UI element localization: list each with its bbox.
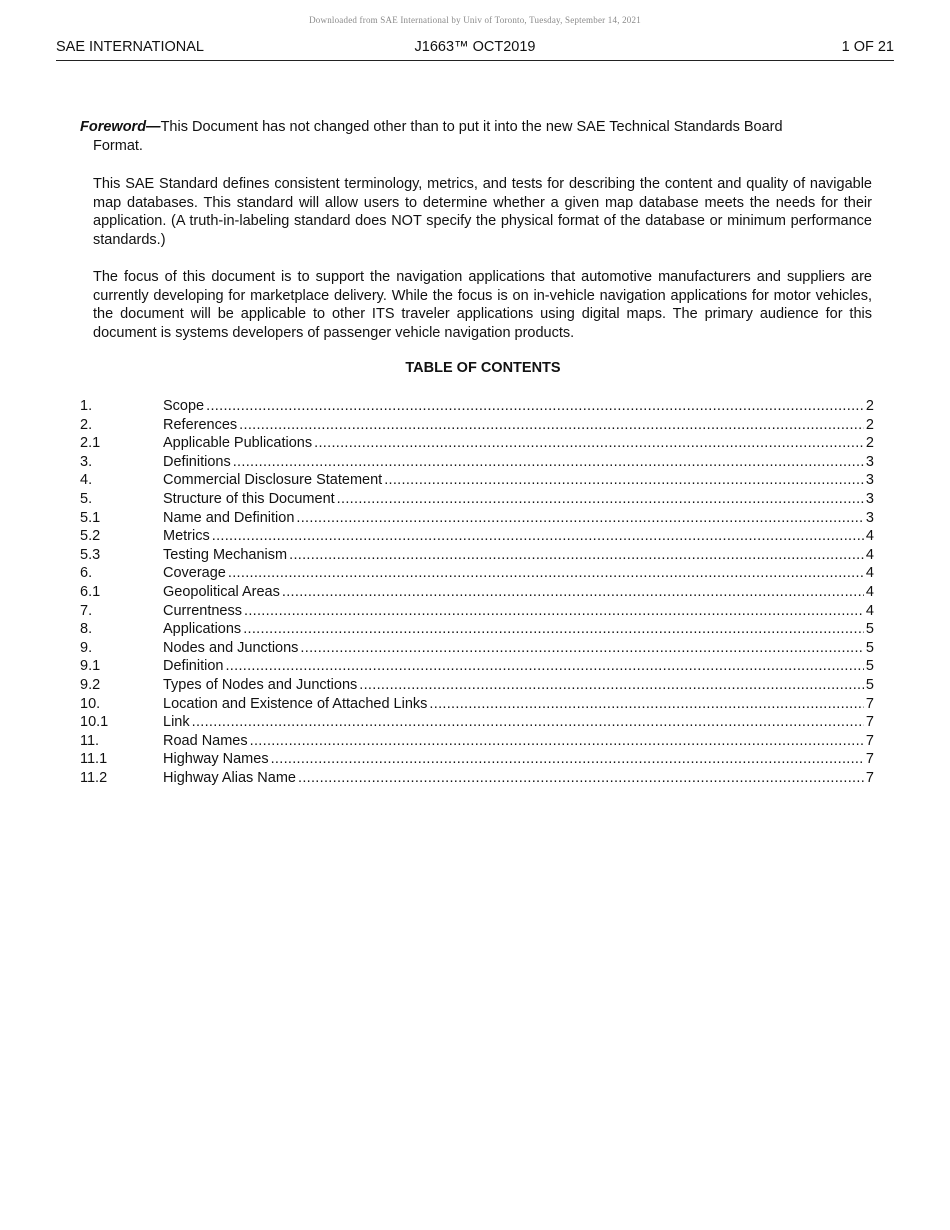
toc-entry[interactable]: [80, 750, 874, 769]
toc-entry-page: 3: [865, 453, 874, 470]
toc-entry-title: Types of Nodes and Junctions: [163, 676, 358, 693]
toc-entry-number: 11.1: [80, 751, 108, 768]
toc-entry-number: 11.2: [80, 769, 108, 786]
toc-dot-leader: [300, 639, 864, 658]
toc-entry-page: 5: [865, 658, 874, 675]
toc-entry[interactable]: [80, 695, 874, 714]
toc-entry[interactable]: [80, 453, 874, 472]
toc-entry-page: 4: [865, 583, 874, 600]
toc-entry-number: 6.: [80, 565, 93, 582]
toc-dot-leader: [314, 434, 864, 453]
toc-entry-title: Highway Alias Name: [163, 769, 296, 786]
toc-entry[interactable]: [80, 583, 874, 602]
toc-dot-leader: [212, 527, 864, 546]
toc-entry-page: 7: [865, 695, 874, 712]
foreword-line-1: This Document has not changed other than to put it into the new SAE Technical Standards Board: [160, 119, 783, 135]
toc-entry-page: 5: [865, 639, 874, 656]
toc-entry-page: 7: [865, 732, 874, 749]
toc-entry-number: 7.: [80, 602, 93, 619]
toc-entry-page: 2: [865, 398, 874, 414]
toc-dot-leader: [239, 416, 864, 435]
focus-paragraph: The focus of this document is to support the navigation applications that automotive manufacturers and suppliers are currently developing for marketplace delivery. While the focus is on in-vehicle navigation applications for motor vehicles, the document will be applicable to other ITS traveler applications using digital maps. The primary audience for this document is systems developers of passenger vehicle navigation products.: [93, 269, 872, 341]
toc-dot-leader: [206, 397, 864, 416]
toc-entry-page: 5: [865, 676, 874, 693]
toc-entry-page: 4: [865, 565, 874, 582]
toc-entry[interactable]: [80, 416, 874, 435]
toc-entry-title: References: [163, 416, 238, 433]
toc-dot-leader: [289, 546, 864, 565]
toc-entry-number: 3.: [80, 453, 93, 470]
toc-entry-page: 2: [865, 435, 874, 452]
toc-dot-leader: [359, 676, 864, 695]
header-page-number: 1 OF 21: [841, 39, 894, 55]
toc-entry-number: 2.: [80, 416, 93, 433]
toc-entry-page: 4: [865, 602, 874, 619]
toc-entry[interactable]: [80, 509, 874, 528]
toc-entry-title: Geopolitical Areas: [163, 583, 280, 600]
toc-entry[interactable]: [80, 546, 874, 565]
toc-entry-number: 6.1: [80, 583, 101, 600]
toc-entry-number: 8.: [80, 621, 93, 638]
toc-entry[interactable]: [80, 676, 874, 695]
toc-entry-number: 5.2: [80, 528, 101, 545]
toc-dot-leader: [225, 657, 863, 676]
header-organization: SAE INTERNATIONAL: [56, 39, 204, 55]
toc-heading: TABLE OF CONTENTS: [405, 360, 561, 376]
page-header: [56, 38, 894, 61]
toc-entry-title: Name and Definition: [163, 509, 295, 526]
toc-entry-number: 10.: [80, 695, 101, 712]
toc-entry[interactable]: [80, 769, 874, 788]
toc-entry-title: Coverage: [163, 565, 226, 582]
toc-dot-leader: [429, 695, 864, 714]
toc-entry-number: 9.1: [80, 658, 101, 675]
toc-dot-leader: [384, 471, 864, 490]
toc-dot-leader: [271, 750, 864, 769]
foreword-line-2: Format.: [93, 137, 143, 154]
toc-entry-page: 3: [865, 509, 874, 526]
foreword-lead: Foreword—: [80, 119, 161, 135]
toc-entry-number: 4.: [80, 472, 93, 489]
toc-entry-title: Currentness: [163, 602, 242, 619]
toc-entry-number: 9.: [80, 639, 93, 656]
toc-entry-number: 10.1: [80, 714, 109, 731]
toc-dot-leader: [250, 732, 864, 751]
table-of-contents: [80, 397, 874, 787]
toc-dot-leader: [228, 564, 864, 583]
toc-dot-leader: [192, 713, 864, 732]
toc-entry[interactable]: [80, 471, 874, 490]
toc-entry[interactable]: [80, 490, 874, 509]
toc-entry-title: Location and Existence of Attached Links: [163, 695, 428, 712]
header-document-id: J1663™ OCT2019: [414, 39, 536, 55]
toc-entry-title: Commercial Disclosure Statement: [163, 472, 383, 489]
toc-entry-number: 11.: [80, 732, 100, 749]
toc-entry-page: 5: [865, 621, 874, 638]
toc-entry[interactable]: [80, 732, 874, 751]
toc-dot-leader: [233, 453, 864, 472]
toc-entry[interactable]: [80, 602, 874, 621]
toc-dot-leader: [244, 602, 864, 621]
toc-entry[interactable]: [80, 713, 874, 732]
download-watermark: Downloaded from SAE International by Univ of Toronto, Tuesday, September 14, 2021: [309, 15, 641, 25]
toc-dot-leader: [243, 620, 864, 639]
toc-dot-leader: [296, 509, 864, 528]
toc-entry-title: Nodes and Junctions: [163, 639, 299, 656]
toc-entry-page: 7: [865, 751, 874, 768]
toc-entry-page: 7: [865, 769, 874, 786]
toc-entry[interactable]: [80, 564, 874, 583]
toc-entry-title: Structure of this Document: [163, 490, 335, 507]
toc-entry[interactable]: [80, 620, 874, 639]
toc-entry-title: Applications: [163, 621, 242, 638]
toc-entry-title: Testing Mechanism: [163, 546, 288, 563]
toc-entry-title: Road Names: [163, 732, 248, 749]
toc-entry[interactable]: [80, 434, 874, 453]
toc-entry-page: 3: [865, 472, 874, 489]
toc-entry[interactable]: [80, 657, 874, 676]
toc-entry-number: 5.1: [80, 509, 101, 526]
toc-entry-page: 7: [865, 714, 874, 731]
toc-entry-page: 4: [865, 546, 874, 563]
toc-entry-page: 2: [865, 416, 874, 433]
toc-entry[interactable]: [80, 527, 874, 546]
toc-dot-leader: [298, 769, 864, 788]
toc-dot-leader: [337, 490, 864, 509]
toc-entry[interactable]: [80, 639, 874, 658]
toc-entry-page: 4: [865, 528, 874, 545]
toc-entry-number: 1.: [80, 398, 93, 414]
toc-entry-title: Link: [163, 714, 190, 731]
foreword-paragraph: [80, 118, 872, 155]
toc-entry[interactable]: [80, 397, 874, 416]
toc-entry-title: Metrics: [163, 528, 210, 545]
toc-entry-number: 5.: [80, 490, 93, 507]
toc-entry-number: 9.2: [80, 676, 101, 693]
toc-entry-number: 5.3: [80, 546, 101, 563]
toc-dot-leader: [282, 583, 864, 602]
toc-entry-title: Applicable Publications: [163, 435, 313, 452]
toc-entry-title: Highway Names: [163, 751, 269, 768]
toc-entry-title: Scope: [163, 398, 205, 414]
toc-entry-number: 2.1: [80, 435, 101, 452]
toc-entry-title: Definitions: [163, 453, 231, 470]
toc-entry-page: 3: [865, 490, 874, 507]
scope-paragraph: This SAE Standard defines consistent terminology, metrics, and tests for describing the content and quality of navigable map databases. This standard will allow users to determine whether a given map database meets the needs for their application. (A truth-in-labeling standard does NOT specify the physical format of the database or minimum performance standards.): [93, 176, 872, 248]
toc-entry-title: Definition: [163, 658, 224, 675]
